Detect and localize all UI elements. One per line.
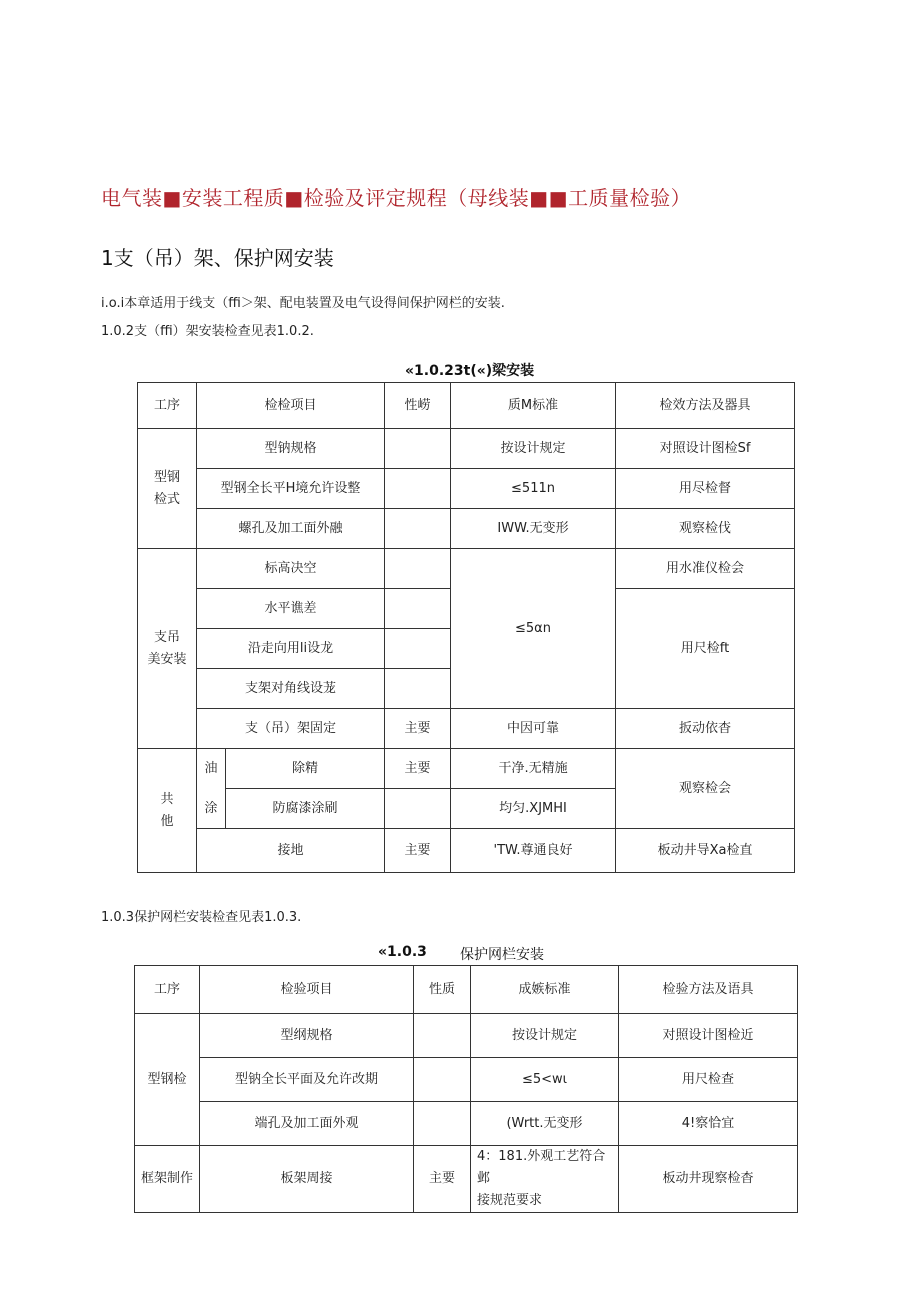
method-cell: 观察检伐	[616, 509, 795, 549]
group-label-line: 美安装	[147, 651, 187, 667]
group-label-line: 支吊	[153, 629, 180, 645]
standard-cell: ≤5<wι	[471, 1058, 619, 1102]
method-cell: 用水准仪检会	[616, 549, 795, 589]
standard-cell: 中因可靠	[451, 709, 616, 749]
item-cell: 防腐漆涂刷	[226, 789, 385, 829]
table-row	[135, 1058, 798, 1102]
item-cell: 标高决空	[197, 549, 385, 589]
item-cell: 支（吊）架固定	[197, 709, 385, 749]
shared-method-cell: 观察检会	[616, 749, 795, 829]
header-cell: 性质	[414, 966, 471, 1014]
table-header-row	[138, 383, 795, 429]
header-cell: 检验方法及语具	[619, 966, 798, 1014]
shared-standard-cell: ≤5αn	[451, 549, 616, 709]
item-cell: 端孔及加工面外观	[200, 1102, 414, 1146]
group-label: 框架制作	[135, 1146, 200, 1213]
header-cell: 工序	[138, 383, 197, 429]
group-label: 型钢检	[135, 1014, 200, 1146]
table-row	[138, 469, 795, 509]
table-row	[138, 509, 795, 549]
method-cell: 对照设计图检近	[619, 1014, 798, 1058]
method-cell: 板动井现察检杳	[619, 1146, 798, 1213]
nature-cell: 主要	[385, 749, 451, 789]
group-label	[138, 749, 197, 873]
section-title: 1支（吊）架、保护网安装	[101, 246, 334, 270]
item-cell: 板架周接	[200, 1146, 414, 1213]
table2-caption-number: «1.0.3	[378, 944, 427, 960]
paragraph-table-ref-2: 1.0.3保护网栏安装检查见表1.0.3.	[101, 910, 302, 925]
header-cell: 检验项目	[200, 966, 414, 1014]
item-cell: 型钠规格	[197, 429, 385, 469]
method-cell: 用尺检查	[619, 1058, 798, 1102]
item-cell: 型纲规格	[200, 1014, 414, 1058]
method-cell: 用尽检督	[616, 469, 795, 509]
table2-caption-text: 保护网栏安装	[460, 947, 544, 963]
header-cell: 性崂	[385, 383, 451, 429]
table-row	[138, 749, 795, 789]
nature-cell	[385, 629, 451, 669]
group-label-line: 检式	[153, 491, 180, 507]
nature-cell: 主要	[414, 1146, 471, 1213]
nature-cell: 主要	[385, 829, 451, 873]
table-row	[135, 1146, 798, 1213]
nature-cell	[385, 469, 451, 509]
header-cell: 检效方法及器具	[616, 383, 795, 429]
header-cell: 工序	[135, 966, 200, 1014]
nature-cell	[385, 789, 451, 829]
sub-group-label	[197, 749, 226, 829]
standard-cell: 按设计规定	[471, 1014, 619, 1058]
paragraph-table-ref-1: 1.0.2支（ffi）架安装检查见表1.0.2.	[101, 324, 314, 339]
sub-label-line: 涂	[204, 800, 218, 816]
header-cell: 成嫉标准	[471, 966, 619, 1014]
paragraph-scope: i.o.i本章适用于线支（ffi＞架、配电装置及电气设得间保护网栏的安装.	[101, 296, 505, 311]
nature-cell	[385, 549, 451, 589]
nature-cell	[414, 1058, 471, 1102]
group-label-line: 型钢	[153, 469, 180, 485]
table-row	[135, 1014, 798, 1058]
item-cell: 螺孔及加工面外融	[197, 509, 385, 549]
standard-line: 4：181.外观工艺符合邺	[477, 1149, 606, 1186]
table1-caption: «1.0.23t(«)梁安装	[405, 363, 535, 379]
nature-cell: 主要	[385, 709, 451, 749]
shared-method-cell: 用尺检ft	[616, 589, 795, 709]
standard-cell: 均匀.XJMHI	[451, 789, 616, 829]
standard-line: 接规范要求	[477, 1193, 543, 1208]
item-cell: 除精	[226, 749, 385, 789]
table-row	[138, 829, 795, 873]
header-cell: 检检项目	[197, 383, 385, 429]
group-label	[138, 549, 197, 749]
support-frame-install-table	[137, 382, 795, 873]
sub-label-line: 油	[204, 760, 218, 776]
standard-cell: 干净.无精施	[451, 749, 616, 789]
nature-cell	[385, 669, 451, 709]
standard-cell: 按设计规定	[451, 429, 616, 469]
method-cell: 扳动依杳	[616, 709, 795, 749]
item-cell: 接地	[197, 829, 385, 873]
nature-cell	[414, 1102, 471, 1146]
nature-cell	[414, 1014, 471, 1058]
header-cell: 质M标准	[451, 383, 616, 429]
group-label-line: 共	[160, 791, 174, 807]
method-cell: 对照设计图检Sf	[616, 429, 795, 469]
table-row	[135, 1102, 798, 1146]
nature-cell	[385, 509, 451, 549]
item-cell: 型钢全长平H境允许设整	[197, 469, 385, 509]
nature-cell	[385, 429, 451, 469]
group-label-line: 他	[160, 813, 174, 829]
method-cell: 板动井导Xa检直	[616, 829, 795, 873]
standard-cell: 'TW.尊通良好	[451, 829, 616, 873]
item-cell: 沿走向用li设龙	[197, 629, 385, 669]
table-row	[138, 709, 795, 749]
item-cell: 支架对角线设茏	[197, 669, 385, 709]
group-label	[138, 429, 197, 549]
standard-cell: (Wrtt.无变形	[471, 1102, 619, 1146]
item-cell: 水平谯差	[197, 589, 385, 629]
standard-cell: IWW.无变形	[451, 509, 616, 549]
document-title: 电气装■安装工程质■检验及评定规程（母线装■■工质量检验）	[101, 186, 692, 210]
table-row	[138, 429, 795, 469]
method-cell: 4!察恰宜	[619, 1102, 798, 1146]
item-cell: 型钠全长平面及允许改期	[200, 1058, 414, 1102]
standard-cell	[471, 1146, 619, 1213]
table-row	[138, 549, 795, 589]
protective-fence-install-table	[134, 965, 798, 1213]
nature-cell	[385, 589, 451, 629]
table-header-row	[135, 966, 798, 1014]
standard-cell: ≤511n	[451, 469, 616, 509]
